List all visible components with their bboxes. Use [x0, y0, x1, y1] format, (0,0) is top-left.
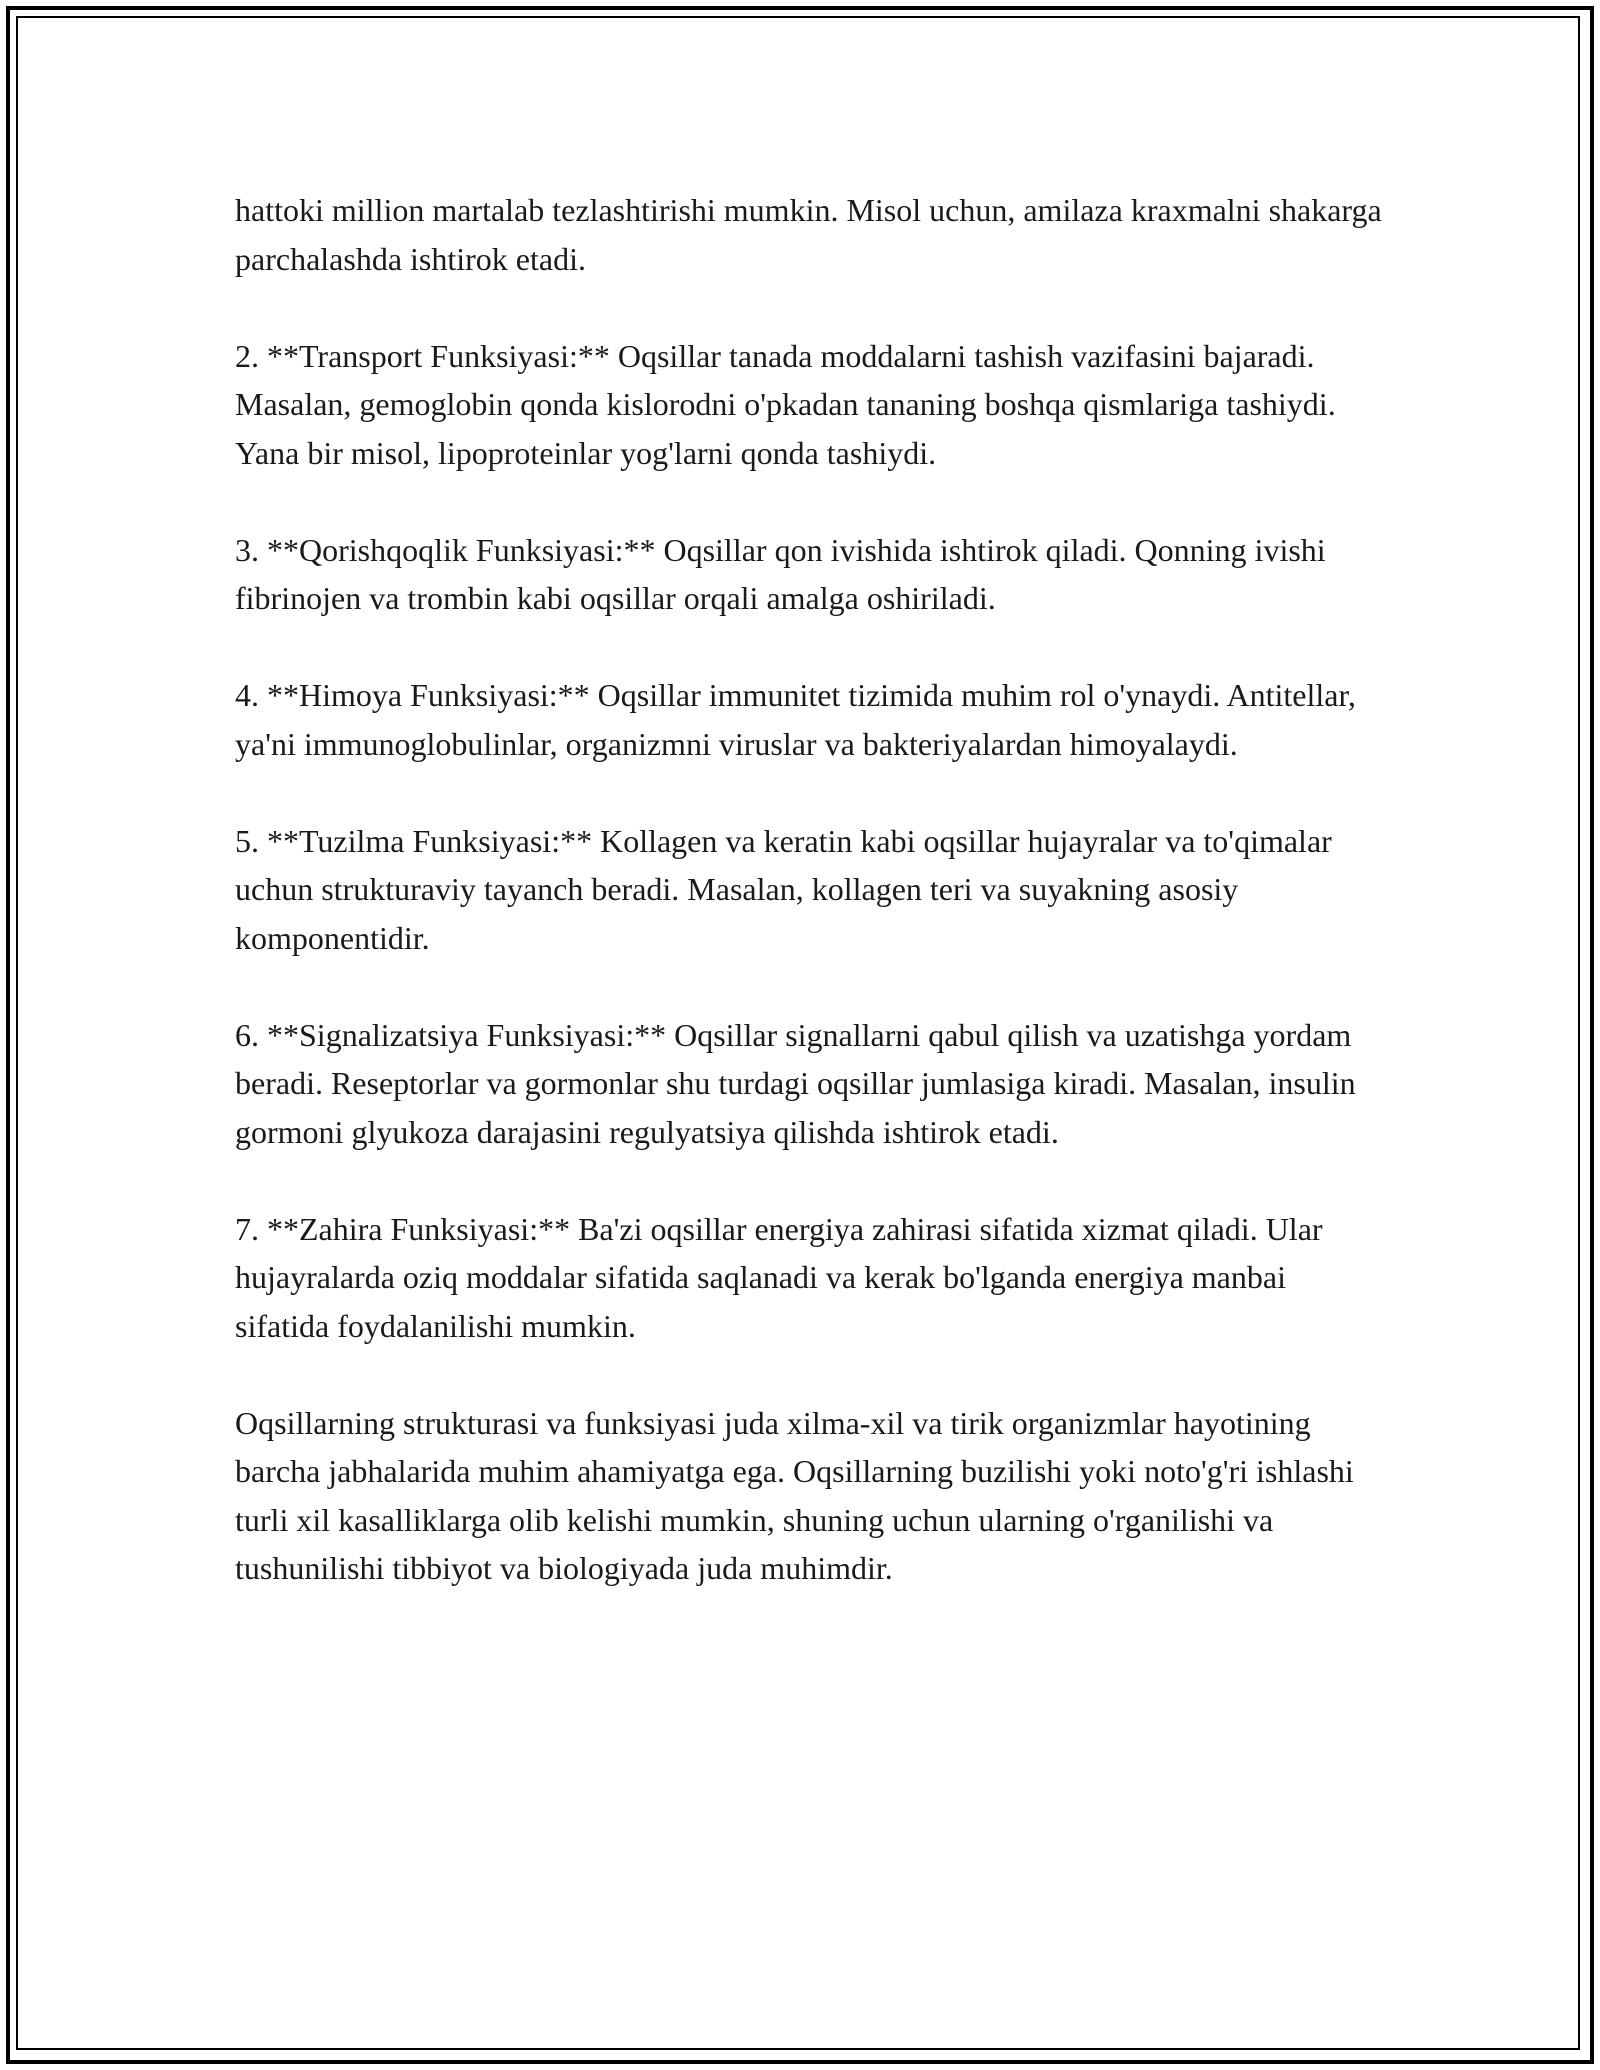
document-body — [235, 186, 1385, 1641]
paragraph-reserve-function: 7. **Zahira Funksiyasi:** Ba'zi oqsillar energiya zahirasi sifatida xizmat qiladi. Ular hujayralarda oziq moddalar sifatida saqlanadi va kerak bo'lganda energiya manbai sifatida foydalanilishi mumkin. — [235, 1210, 1323, 1344]
paragraph-coagulation-function: 3. **Qorishqoqlik Funksiyasi:** Oqsillar qon ivishida ishtirok qiladi. Qonning ivishi fibrinojen va trombin kabi oqsillar orqali amalga oshiriladi. — [235, 531, 1326, 616]
paragraph-intro-continuation: hattoki million martalab tezlashtirishi mumkin. Misol uchun, amilaza kraxmalni shakarga parchalashda ishtirok etadi. — [235, 192, 1382, 277]
paragraph-protection-function: 4. **Himoya Funksiyasi:** Oqsillar immunitet tizimida muhim rol o'ynaydi. Antitellar, ya'ni immunoglobulinlar, organizmni viruslar va bakteriyalardan himoyalaydi. — [235, 677, 1356, 762]
paragraph-structure-function: 5. **Tuzilma Funksiyasi:** Kollagen va keratin kabi oqsillar hujayralar va to'qimalar uchun strukturaviy tayanch beradi. Masalan, kollagen teri va suyakning asosiy komponentidir. — [235, 822, 1332, 956]
paragraph-signaling-function: 6. **Signalizatsiya Funksiyasi:** Oqsillar signallarni qabul qilish va uzatishga yordam beradi. Reseptorlar va gormonlar shu turdagi oqsillar jumlasiga kiradi. Masalan, insulin gormoni glyukoza darajasini regulyatsiya qilishda ishtirok etadi. — [235, 1016, 1356, 1150]
paragraph-conclusion: Oqsillarning strukturasi va funksiyasi juda xilma-xil va tirik organizmlar hayotining barcha jabhalarida muhim ahamiyatga ega. Oqsillarning buzilishi yoki noto'g'ri ishlashi turli xil kasalliklarga olib kelishi mumkin, shuning uchun ularning o'rganilishi va tushunilishi tibbiyot va biologiyada juda muhimdir. — [235, 1404, 1354, 1586]
paragraph-transport-function: 2. **Transport Funksiyasi:** Oqsillar tanada moddalarni tashish vazifasini bajaradi. Masalan, gemoglobin qonda kislorodni o'pkadan tananing boshqa qismlariga tashiydi. Yana bir misol, lipoproteinlar yog'larni qonda tashiydi. — [235, 337, 1336, 471]
